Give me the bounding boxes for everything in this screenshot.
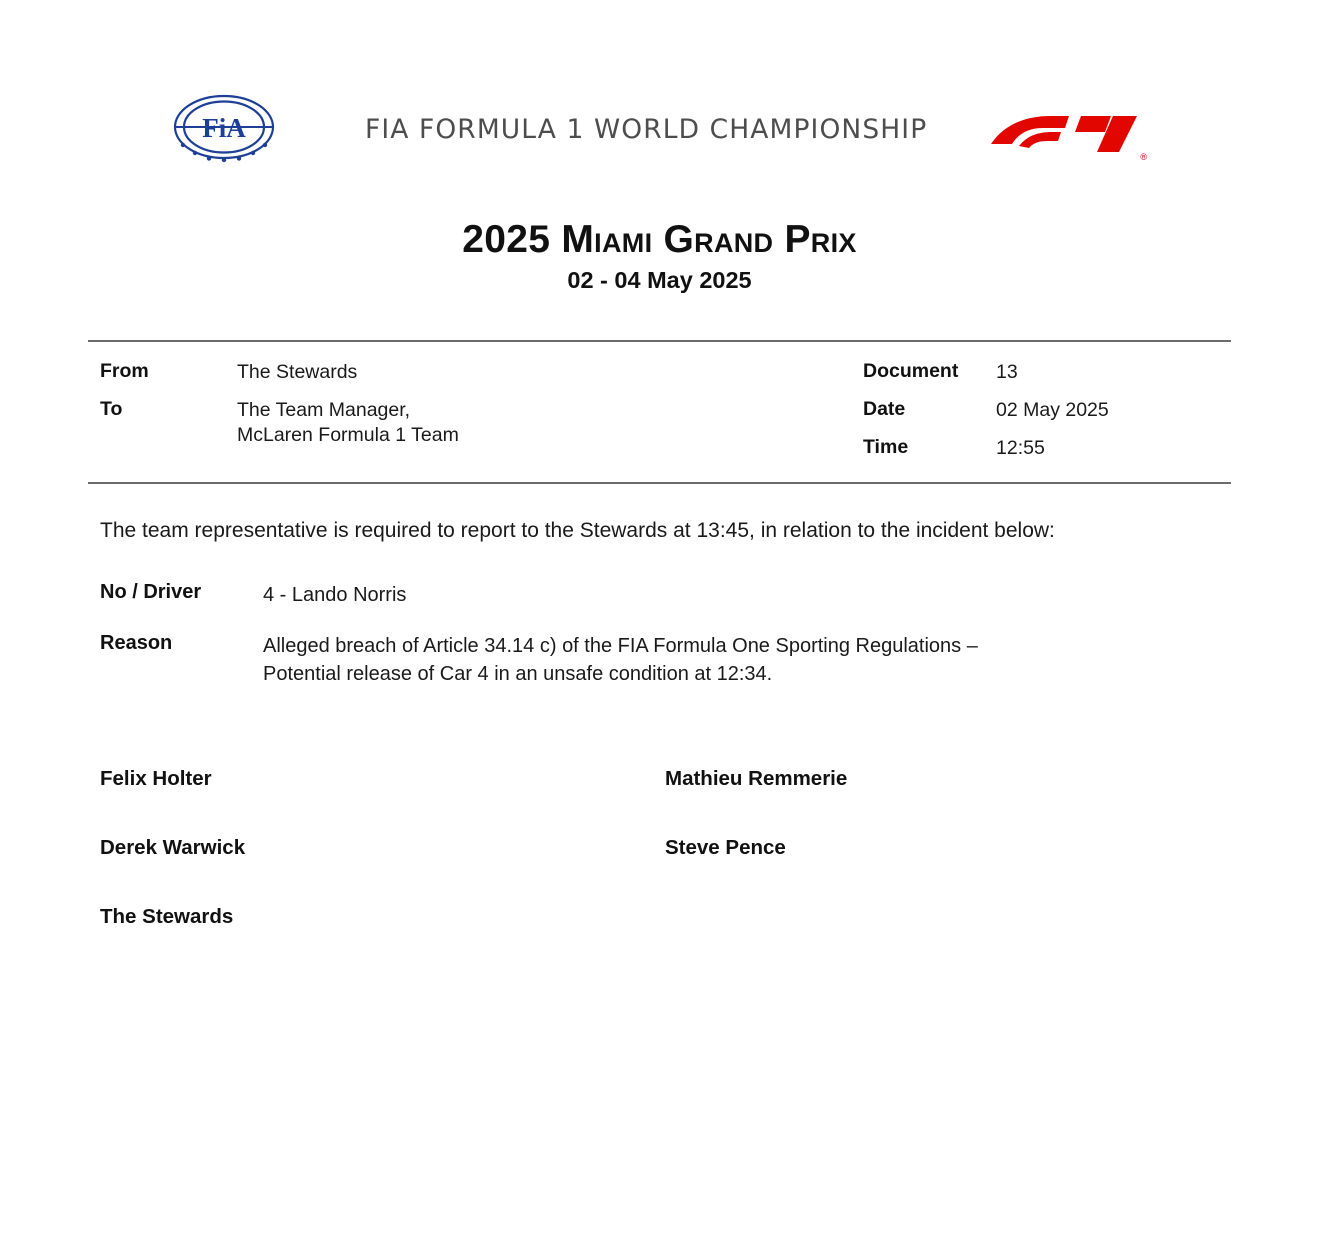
meta-left-column [100,360,800,461]
fia-logo [165,90,283,170]
to-value [237,398,459,448]
to-label: To [100,397,123,420]
signatures-role: The Stewards [100,904,234,928]
meta-row-date [863,398,1109,423]
intro-paragraph: The team representative is required to report to the Stewards at 13:45, in relation to the incident below: [100,519,1055,542]
document-number: 13 [996,361,1018,383]
incident-details [100,581,1219,688]
page-title: 2025 Miami Grand Prix [462,218,857,261]
signatures-grid [100,767,1219,929]
fia-logo-text: FiA [202,113,246,143]
field-row-driver [100,581,1219,609]
field-row-reason [100,632,1219,689]
driver-label: No / Driver [100,581,202,604]
meta-row-document [863,360,1109,385]
signatures-spacer [665,905,1219,929]
to-value-line-1: The Team Manager, [237,398,411,421]
event-dates: 02 - 04 May 2025 [567,267,752,293]
meta-row-to [100,398,800,448]
championship-title: FIA FORMULA 1 WORLD CHAMPIONSHIP [365,114,928,145]
reason-label: Reason [100,631,173,654]
meta-right-column [863,360,1109,474]
time-label: Time [863,435,909,458]
to-value-line-2: McLaren Formula 1 Team [237,423,459,446]
steward-name-2: Mathieu Remmerie [665,766,848,790]
time-value: 12:55 [996,436,1045,459]
document-label: Document [863,360,959,382]
reason-line-1: Alleged breach of Article 34.14 c) of the FIA Formula One Sporting Regulations – [263,634,978,657]
f1-logo [985,108,1145,160]
document-page [0,90,1319,1234]
document-body [88,484,1231,689]
date-value: 02 May 2025 [996,398,1109,421]
reason-value [263,632,978,689]
steward-name-3: Derek Warwick [100,835,246,859]
from-value: The Stewards [237,361,358,383]
document-header [0,90,1319,210]
registered-trademark-icon: ® [1140,152,1147,162]
document-meta [88,342,1231,482]
signatures-block [88,767,1231,929]
reason-line-2: Potential release of Car 4 in an unsafe condition at 12:34. [263,663,773,686]
date-label: Date [863,397,906,420]
steward-name-1: Felix Holter [100,766,212,790]
driver-value: 4 - Lando Norris [263,584,407,607]
meta-row-from [100,360,800,385]
meta-row-time [863,436,1109,461]
from-label: From [100,360,149,382]
steward-name-4: Steve Pence [665,835,786,859]
